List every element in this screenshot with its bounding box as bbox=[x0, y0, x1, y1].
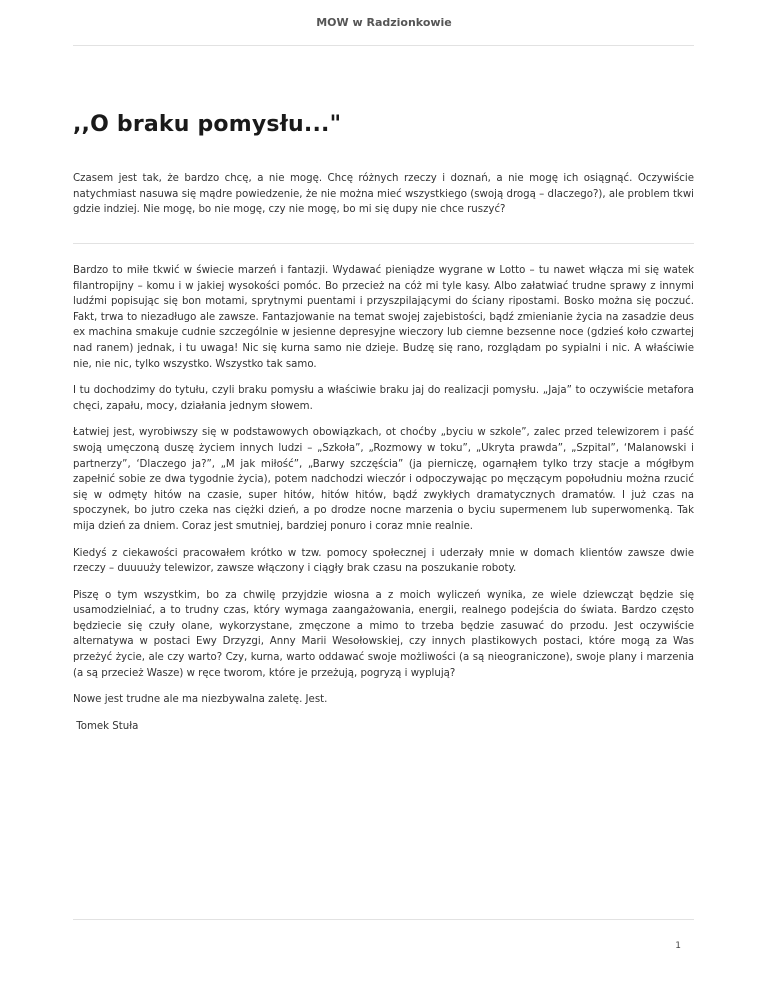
body-paragraph: Bardzo to miłe tkwić w świecie marzeń i fantazji. Wydawać pieniądze wygrane w Lotto – tu nawet włącza mi się watek filantropijny – komu i w jakiej wysokości pomóc. Bo przecież na cóż mi tyle kasy. Albo załatwiać trudne sprawy z innymi ludźmi popisując się bon motami, sprytnymi puentami i przyszpilającymi do ściany ripostami. Bosko można się poczuć. Fakt, trwa to niezadługo ale zawsze. Fantazjowanie na temat swojej zajebistości, bądź zmienianie życia na zasadzie deus ex machina smakuje cudnie szczególnie w jesienne depresyjne wieczory lub ciemne bezsenne noce (gdzieś koło czwartej nad ranem) jednak, i tu uwaga! Nic się kurna samo nie dzieje. Budzę się rano, rozglądam po sypialni i nic. A właściwie nie, nie nic, tylko wszystko. Wszystko tak samo. bbox=[73, 265, 694, 370]
site-title: MOW w Radzionkowie bbox=[316, 16, 452, 29]
intro-divider bbox=[73, 243, 694, 244]
body-paragraph: I tu dochodzimy do tytułu, czyli braku pomysłu a właściwie braku jaj do realizacji pomysłu. „Jaja” to oczywiście metafora chęci, zapału, mocy, działania jednym słowem. bbox=[73, 385, 694, 412]
body-paragraph: Nowe jest trudne ale ma niezbywalna zaletę. Jest. bbox=[73, 694, 328, 706]
footer-divider bbox=[73, 919, 694, 920]
page-number: 1 bbox=[675, 941, 681, 951]
body-paragraph: Łatwiej jest, wyrobiwszy się w podstawowych obowiązkach, ot choćby „byciu w szkole”, zalec przed telewizorem i paść swoją umęczoną duszę życiem innych ludzi – „Szkoła”, „Rozmowy w toku”, „Ukryta prawda”, „Szpital”, ‘Malanowski i partnerzy”, ‘Dlaczego ja?”, „M jak miłość”, „Barwy szczęścia” (ja pierniczę, ogarnąłem tylko trzy stacje a mógłbym zapełnić sobie ze dwa tygodnie życia), potem nadchodzi wieczór i odpoczywając po męczącym popołudniu można rzucić się w odmęty hitów na czasie, super hitów, hitów hitów, bądź zwykłych dramatycznych dramatów. I już czas na spoczynek, bo jutro czeka nas ciężki dzień, a po drodze nocne marzenia o byciu supermenem lub superwomenką. Tak mija dzień za dniem. Coraz jest smutniej, bardziej ponuro i coraz mnie realnie. bbox=[73, 427, 694, 532]
intro-paragraph: Czasem jest tak, że bardzo chcę, a nie mogę. Chcę różnych rzeczy i doznań, a nie mogę ich osiągnąć. Oczywiście natychmiast nasuwa się mądre powiedzenie, że nie można mieć wszystkiego (swoją drogą – dlaczego?), ale problem tkwi gdzie indziej. Nie mogę, bo nie mogę, czy nie mogę, bo mi się dupy nie chce ruszyć? bbox=[73, 173, 694, 216]
article-author: Tomek Stuła bbox=[73, 720, 139, 732]
header-divider bbox=[73, 45, 694, 46]
article-body bbox=[73, 263, 694, 745]
body-paragraph: Kiedyś z ciekawości pracowałem krótko w tzw. pomocy społecznej i uderzały mnie w domach klientów zawsze dwie rzeczy – duuuuży telewizor, zawsze włączony i ciągły brak czasu na poszukanie roboty. bbox=[73, 547, 694, 575]
article-intro bbox=[73, 171, 694, 229]
body-paragraph: Piszę o tym wszystkim, bo za chwilę przyjdzie wiosna a z moich wyliczeń wynika, ze wiele dziewcząt będzie się usamodzielniać, a to trudny czas, który wymaga zaangażowania, energii, realnego podejścia do świata. Bardzo często będziecie się czuły olane, wykorzystane, zmęczone a mimo to trzeba będzie zasuwać do przodu. Jest oczywiście alternatywa w postaci Ewy Drzyzgi, Anny Marii Wesołowskiej, czy innych plastikowych postaci, które mogą za Was przeżyć życie, ale czy warto? Czy, kurna, warto oddawać swoje możliwości (a są nieograniczone), swoje plany i marzenia (a są przecież Wasze) w ręce tworom, które je przeżują, pogryzą i wyplują? bbox=[73, 589, 694, 679]
article-title: ,,O braku pomysłu..." bbox=[73, 112, 342, 137]
